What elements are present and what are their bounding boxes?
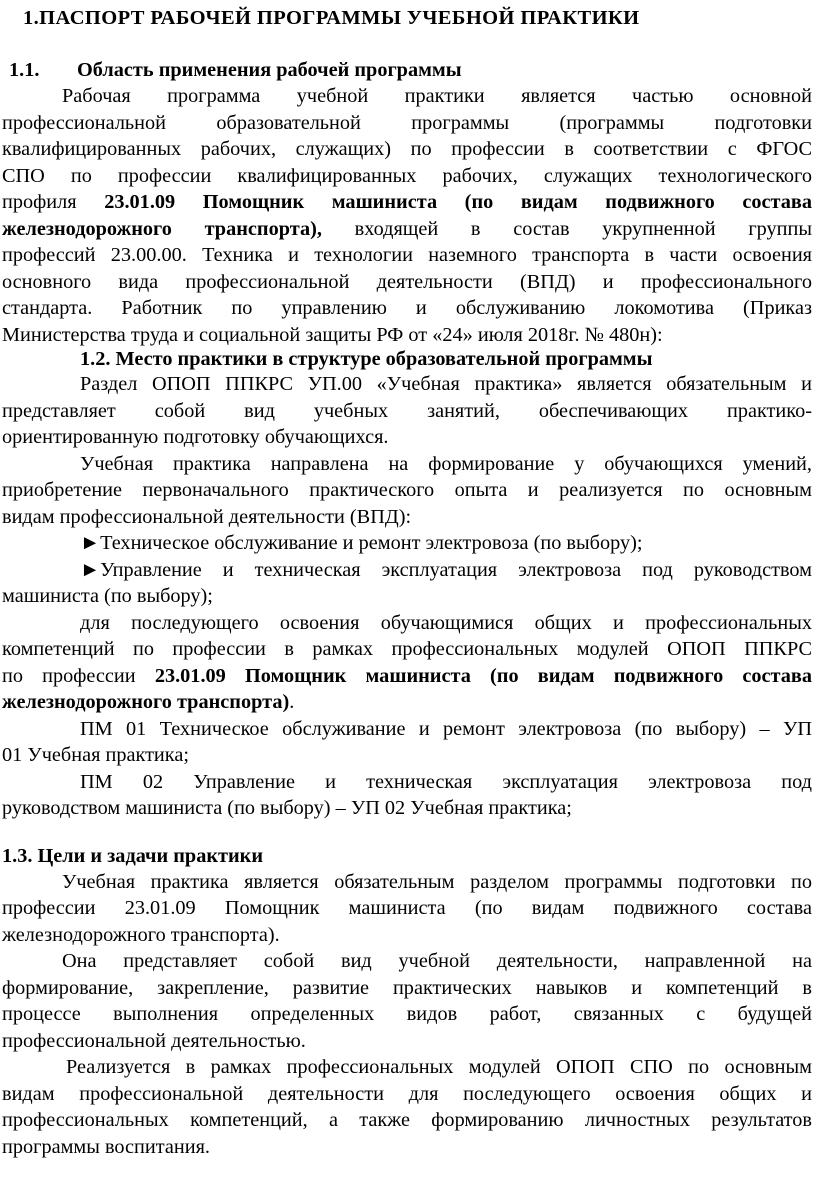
s13-p1-line-3: железнодорожного транспорта).	[2, 923, 280, 946]
s12-p3-line-3-text: по профессии	[2, 664, 136, 687]
s12-p1-line-3: ориентированную подготовку обучающихся.	[2, 426, 389, 448]
section-1-2-heading: 1.2. Место практики в структуре образовательной программы	[80, 348, 653, 370]
pm01-line-2: 01 Учебная практика;	[2, 744, 189, 766]
s12-p3-program-code: 23.01.09 Помощник машиниста (по видам подвижного состава	[154, 664, 813, 687]
s11-p1-program-name-end: железнодорожного транспорта),	[2, 217, 322, 240]
s11-p1-line-3: квалифицированных рабочих, служащих) по профессии в соответствии с ФГОС	[2, 138, 812, 160]
s12-p1-line-1: Раздел ОПОП ППКРС УП.00 «Учебная практика» является обязательным и	[80, 373, 812, 395]
s13-p2-line-4: профессиональной деятельностью.	[2, 1029, 306, 1052]
section-1-1-number: 1.1.	[9, 59, 40, 81]
s13-p2-line-3: процессе выполнения определенных видов работ, связанных с будущей	[2, 1003, 812, 1025]
s13-p3-line-1: Реализуется в рамках профессиональных модулей ОПОП СПО по основным	[66, 1056, 812, 1078]
s11-p1-line-5-text: профиля	[2, 191, 77, 213]
s12-p3-line-2: компетенций по профессии в рамках профессиональных модулей ОПОП ППКРС	[2, 638, 812, 660]
s11-p1-program-code: 23.01.09 Помощник машиниста (по видам подвижного состава	[104, 191, 812, 213]
section-1-1-heading: Область применения рабочей программы	[77, 59, 462, 81]
s13-p3-line-3: профессиональных компетенций, а также формированию личностных результатов	[2, 1109, 812, 1131]
s12-p2-line-1: Учебная практика направлена на формирование у обучающихся умений,	[80, 452, 812, 475]
s13-p2-line-1: Она представляет собой вид учебной деятельности, направленной на	[62, 950, 812, 972]
vpd-bullet-2-line-2: машиниста (по выбору);	[2, 585, 213, 607]
s11-p1-line-9: стандарта. Работник по управлению и обслуживанию локомотива (Приказ	[2, 297, 812, 319]
s12-p3-program-name-end: железнодорожного транспорта)	[2, 691, 290, 713]
s11-p1-line-6-text: входящей в состав укрупненной группы	[354, 217, 812, 240]
vpd-bullet-1: ►Техническое обслуживание и ремонт электровоза (по выбору);	[80, 532, 643, 554]
s11-p1-line-7: профессий 23.00.00. Техника и технологии наземного транспорта в части освоения	[2, 244, 812, 266]
s11-p1-line-10: Министерства труда и социальной защиты РФ от «24» июля 2018г. № 480н):	[2, 323, 663, 346]
pm01-line-1: ПМ 01 Техническое обслуживание и ремонт электровоза (по выбору) – УП	[80, 717, 812, 740]
s12-p3-line-3	[2, 663, 812, 690]
s11-p1-line-2: профессиональной образовательной программы (программы подготовки	[2, 111, 812, 134]
pm02-line-2: руководством машиниста (по выбору) – УП 02 Учебная практика;	[2, 797, 572, 819]
section-1-3-heading: 1.3. Цели и задачи практики	[2, 845, 264, 867]
s12-p2-line-3: видам профессиональной деятельности (ВПД):	[2, 505, 412, 528]
s12-p2-line-2: приобретение первоначального практического опыта и реализуется по основным	[2, 479, 812, 501]
s13-p1-line-1: Учебная практика является обязательным разделом программы подготовки по	[62, 870, 812, 893]
s12-p3-line-1: для последующего освоения обучающимися общих и профессиональных	[80, 611, 812, 634]
s13-p2-line-2: формирование, закрепление, развитие практических навыков и компетенций в	[2, 976, 812, 999]
vpd-bullet-2-line-1: ►Управление и техническая эксплуатация электровоза под руководством	[80, 558, 812, 581]
s11-p1-line-1: Рабочая программа учебной практики является частью основной	[62, 85, 812, 107]
s11-p1-line-4: СПО по профессии квалифицированных рабочих, служащих технологического	[2, 164, 812, 187]
pm02-line-1: ПМ 02 Управление и техническая эксплуатация электровоза под	[80, 770, 812, 793]
s11-p1-line-6	[2, 216, 812, 243]
s12-p1-line-2: представляет собой вид учебных занятий, обеспечивающих практико-	[2, 399, 812, 422]
s13-p3-line-4: программы воспитания.	[2, 1135, 210, 1158]
s11-p1-line-5	[2, 189, 812, 216]
s12-p3-line-4	[2, 689, 294, 716]
s13-p1-line-2: профессии 23.01.09 Помощник машиниста (по видам подвижного состава	[2, 897, 812, 919]
s11-p1-line-8: основного вида профессиональной деятельности (ВПД) и профессионального	[2, 270, 812, 293]
document-title: 1.ПАСПОРТ РАБОЧЕЙ ПРОГРАММЫ УЧЕБНОЙ ПРАКТИКИ	[23, 7, 640, 29]
s13-p3-line-2: видам профессиональной деятельности для последующего освоения общих и	[2, 1082, 812, 1105]
s12-p3-line-4-end: .	[289, 691, 295, 713]
